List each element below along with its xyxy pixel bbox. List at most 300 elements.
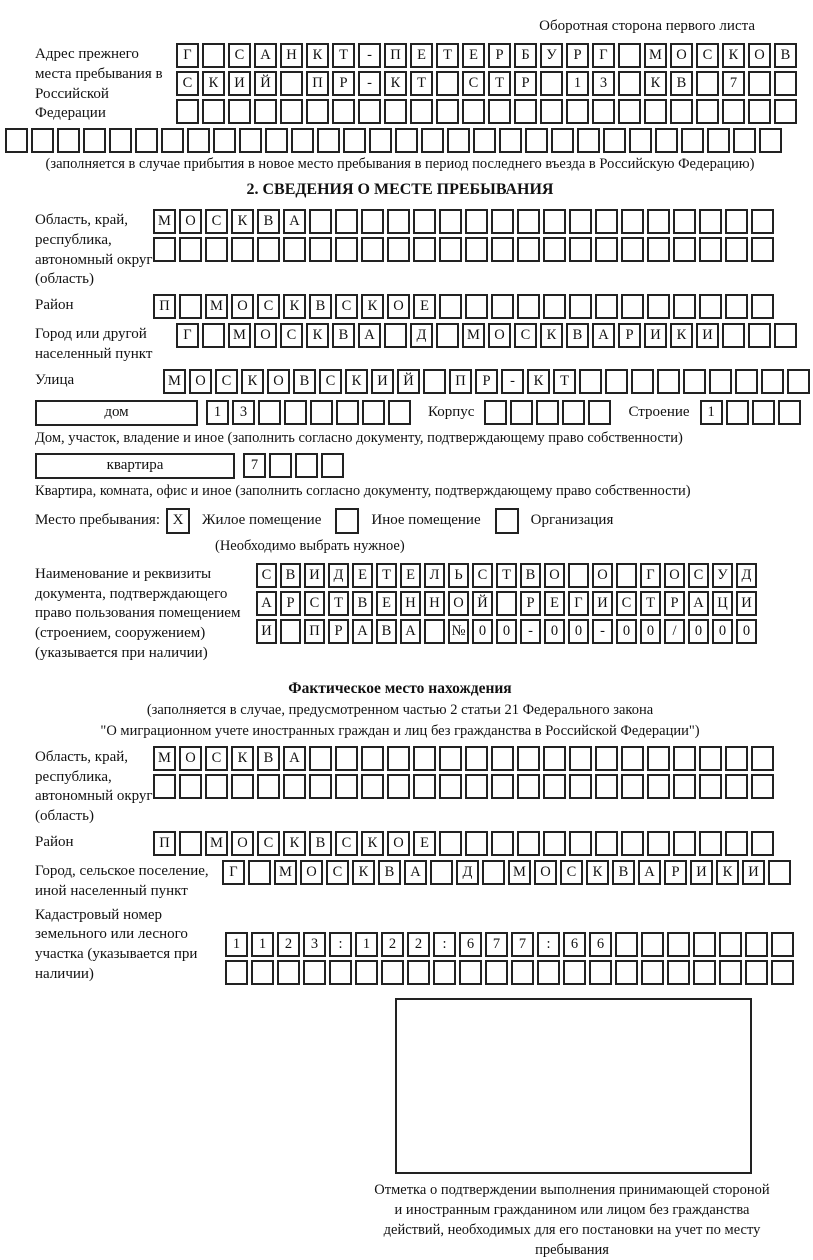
page-corner-note: Оборотная сторона первого листа — [539, 18, 755, 34]
char-box: А — [352, 619, 373, 644]
char-box — [439, 209, 462, 234]
char-box: 0 — [640, 619, 661, 644]
char-box — [284, 400, 307, 425]
char-box: К — [361, 294, 384, 319]
char-box — [595, 746, 618, 771]
char-box: О — [544, 563, 565, 588]
char-box: 6 — [459, 932, 482, 957]
char-box — [465, 209, 488, 234]
house-type-box: дом — [35, 400, 198, 426]
char-box — [511, 960, 534, 985]
char-box — [579, 369, 602, 394]
char-box: Т — [436, 43, 459, 68]
char-box: А — [688, 591, 709, 616]
char-box — [543, 831, 566, 856]
char-box: М — [462, 323, 485, 348]
char-box — [751, 774, 774, 799]
char-box: О — [300, 860, 323, 885]
char-box: 3 — [592, 71, 615, 96]
char-box — [83, 128, 106, 153]
char-box — [430, 860, 453, 885]
char-box — [355, 960, 378, 985]
char-box: 2 — [277, 932, 300, 957]
char-box: Р — [566, 43, 589, 68]
char-box — [465, 774, 488, 799]
char-box — [329, 960, 352, 985]
char-box — [202, 323, 225, 348]
char-box: А — [592, 323, 615, 348]
char-box — [407, 960, 430, 985]
char-box: Р — [488, 43, 511, 68]
char-box: 7 — [511, 932, 534, 957]
char-box — [436, 99, 459, 124]
char-box: Е — [462, 43, 485, 68]
char-box — [309, 746, 332, 771]
char-box: Е — [400, 563, 421, 588]
char-box — [577, 128, 600, 153]
char-box: О — [179, 209, 202, 234]
char-box: М — [274, 860, 297, 885]
char-box — [655, 128, 678, 153]
char-box: 1 — [206, 400, 229, 425]
char-box: К — [527, 369, 550, 394]
char-box: Р — [475, 369, 498, 394]
char-box — [751, 746, 774, 771]
char-box — [673, 746, 696, 771]
char-box: Т — [332, 43, 355, 68]
char-box — [699, 774, 722, 799]
char-box: К — [716, 860, 739, 885]
char-box — [667, 960, 690, 985]
char-box: С — [462, 71, 485, 96]
char-box: Г — [592, 43, 615, 68]
char-box — [465, 831, 488, 856]
stay-type-note: (Необходимо выбрать нужное) — [215, 537, 405, 554]
char-box — [179, 774, 202, 799]
actual-district-block — [35, 831, 800, 856]
char-box: И — [696, 323, 719, 348]
char-box: В — [378, 860, 401, 885]
char-box — [361, 746, 384, 771]
char-box — [774, 71, 797, 96]
house-number-cells — [206, 400, 414, 425]
char-box — [569, 209, 592, 234]
char-box — [673, 237, 696, 262]
char-box: : — [329, 932, 352, 957]
char-box: Е — [413, 831, 436, 856]
char-box — [306, 99, 329, 124]
char-box: Г — [176, 323, 199, 348]
char-box — [491, 831, 514, 856]
char-box — [231, 237, 254, 262]
char-box — [465, 237, 488, 262]
char-box: Н — [400, 591, 421, 616]
char-box — [774, 99, 797, 124]
char-box — [482, 860, 505, 885]
char-box: Д — [736, 563, 757, 588]
char-box — [751, 294, 774, 319]
char-box: Т — [488, 71, 511, 96]
char-box: К — [644, 71, 667, 96]
char-box: С — [688, 563, 709, 588]
char-box: С — [257, 294, 280, 319]
char-box — [254, 99, 277, 124]
char-box — [387, 746, 410, 771]
cadastre-block — [35, 906, 800, 988]
char-box — [595, 209, 618, 234]
char-box: 1 — [700, 400, 723, 425]
char-box: : — [537, 932, 560, 957]
char-box: Н — [424, 591, 445, 616]
char-box — [491, 237, 514, 262]
char-box — [759, 128, 782, 153]
region-label: Область, край, республика, автономный округ (область) — [35, 212, 153, 288]
char-box — [462, 99, 485, 124]
char-box: К — [361, 831, 384, 856]
char-box — [719, 960, 742, 985]
section2-title: 2. СВЕДЕНИЯ О МЕСТЕ ПРЕБЫВАНИЯ — [246, 181, 554, 198]
char-box — [616, 563, 637, 588]
char-box: Т — [640, 591, 661, 616]
char-box — [248, 860, 271, 885]
document-row-3 — [256, 619, 760, 644]
char-box — [491, 209, 514, 234]
prev-address-row-1 — [176, 43, 800, 68]
cadastre-label: Кадастровый номер земельного или лесного участка (указывается при наличии) — [35, 906, 198, 982]
char-box — [615, 932, 638, 957]
char-box — [569, 237, 592, 262]
char-box — [618, 99, 641, 124]
char-box: К — [283, 294, 306, 319]
char-box: С — [514, 323, 537, 348]
char-box — [647, 746, 670, 771]
char-box — [231, 774, 254, 799]
char-box: Р — [618, 323, 641, 348]
char-box — [202, 43, 225, 68]
char-box — [499, 128, 522, 153]
char-box — [644, 99, 667, 124]
char-box — [387, 209, 410, 234]
char-box — [187, 128, 210, 153]
char-box: О — [387, 831, 410, 856]
char-box: М — [508, 860, 531, 885]
char-box — [615, 960, 638, 985]
char-box: Р — [664, 860, 687, 885]
char-box — [257, 237, 280, 262]
char-box — [387, 774, 410, 799]
char-box — [361, 774, 384, 799]
char-box: 1 — [251, 932, 274, 957]
char-box — [413, 209, 436, 234]
char-box — [153, 237, 176, 262]
char-box: С — [616, 591, 637, 616]
char-box: М — [153, 746, 176, 771]
document-row-2 — [256, 591, 760, 616]
char-box — [536, 400, 559, 425]
char-box — [725, 746, 748, 771]
char-box: К — [670, 323, 693, 348]
char-box — [309, 237, 332, 262]
char-box — [551, 128, 574, 153]
prev-address-row-3 — [176, 99, 800, 124]
char-box: У — [712, 563, 733, 588]
char-box: Ь — [448, 563, 469, 588]
char-box — [543, 746, 566, 771]
char-box: Й — [397, 369, 420, 394]
char-box: В — [309, 831, 332, 856]
char-box — [395, 128, 418, 153]
char-box — [491, 294, 514, 319]
char-box — [439, 831, 462, 856]
char-box: М — [153, 209, 176, 234]
char-box: К — [241, 369, 264, 394]
char-box — [641, 960, 664, 985]
char-box: А — [283, 746, 306, 771]
char-box: А — [358, 323, 381, 348]
char-box: П — [449, 369, 472, 394]
actual-district-label: Район — [35, 833, 74, 850]
char-box — [771, 932, 794, 957]
char-box: Т — [328, 591, 349, 616]
organization-checkbox — [495, 508, 519, 534]
char-box: К — [283, 831, 306, 856]
char-box: 0 — [568, 619, 589, 644]
char-box: А — [400, 619, 421, 644]
char-box — [309, 209, 332, 234]
char-box: А — [254, 43, 277, 68]
char-box: В — [612, 860, 635, 885]
confirmation-stamp-box — [395, 998, 752, 1174]
char-box: А — [404, 860, 427, 885]
char-box: С — [560, 860, 583, 885]
char-box: 3 — [232, 400, 255, 425]
char-box — [621, 831, 644, 856]
char-box: - — [592, 619, 613, 644]
char-box: О — [267, 369, 290, 394]
district-row — [153, 294, 777, 319]
char-box: 0 — [688, 619, 709, 644]
char-box: К — [231, 746, 254, 771]
char-box: О — [592, 563, 613, 588]
char-box — [517, 831, 540, 856]
residential-checkbox: X — [166, 508, 190, 534]
char-box — [265, 128, 288, 153]
char-box — [543, 294, 566, 319]
char-box — [439, 237, 462, 262]
confirmation-caption: Отметка о подтверждении выполнения принимающей стороной и иностранным гражданином или лицом без гражданства действий, необходимых для его постановки на учет по месту пребывания — [374, 1181, 770, 1258]
char-box: : — [433, 932, 456, 957]
char-box: И — [690, 860, 713, 885]
char-box — [543, 209, 566, 234]
char-box: 0 — [712, 619, 733, 644]
char-box — [629, 128, 652, 153]
char-box — [239, 128, 262, 153]
char-box: И — [256, 619, 277, 644]
char-box — [748, 99, 771, 124]
char-box: № — [448, 619, 469, 644]
prev-address-label: Адрес прежнего места пребывания в Российской Федерации — [35, 46, 163, 122]
char-box: Н — [280, 43, 303, 68]
char-box: 6 — [563, 932, 586, 957]
char-box: С — [335, 831, 358, 856]
char-box — [384, 323, 407, 348]
char-box — [436, 71, 459, 96]
char-box — [699, 746, 722, 771]
char-box — [709, 369, 732, 394]
char-box: 1 — [566, 71, 589, 96]
char-box: О — [189, 369, 212, 394]
char-box: Г — [568, 591, 589, 616]
stay-type-row — [35, 508, 800, 534]
char-box — [225, 960, 248, 985]
char-box — [410, 99, 433, 124]
char-box — [751, 209, 774, 234]
char-box: Р — [520, 591, 541, 616]
char-box — [295, 453, 318, 478]
char-box: Т — [496, 563, 517, 588]
char-box — [109, 128, 132, 153]
char-box — [465, 294, 488, 319]
char-box: О — [231, 294, 254, 319]
street-label: Улица — [35, 371, 75, 388]
char-box — [589, 960, 612, 985]
street-row — [163, 369, 813, 394]
char-box — [459, 960, 482, 985]
char-box — [683, 369, 706, 394]
char-box — [433, 960, 456, 985]
char-box — [725, 294, 748, 319]
char-box: П — [384, 43, 407, 68]
char-box — [491, 774, 514, 799]
char-box: Д — [328, 563, 349, 588]
char-box — [543, 774, 566, 799]
char-box — [387, 237, 410, 262]
char-box — [569, 294, 592, 319]
char-box: К — [352, 860, 375, 885]
char-box — [517, 209, 540, 234]
char-box: И — [736, 591, 757, 616]
char-box: С — [257, 831, 280, 856]
cadastre-row-2 — [225, 960, 797, 985]
char-box: 2 — [407, 932, 430, 957]
actual-location-subtitle-1: (заполняется в случае, предусмотренном частью 2 статьи 21 Федерального закона — [146, 701, 654, 718]
char-box: П — [153, 831, 176, 856]
char-box: М — [228, 323, 251, 348]
char-box: Е — [544, 591, 565, 616]
char-box — [510, 400, 533, 425]
char-box — [291, 128, 314, 153]
char-box: И — [644, 323, 667, 348]
char-box — [413, 774, 436, 799]
char-box — [566, 99, 589, 124]
char-box — [673, 774, 696, 799]
char-box: А — [256, 591, 277, 616]
char-box — [439, 746, 462, 771]
char-box: О — [534, 860, 557, 885]
actual-region-rows — [153, 746, 777, 802]
char-box: Е — [410, 43, 433, 68]
char-box: Г — [222, 860, 245, 885]
apartment-cells — [243, 453, 347, 478]
char-box — [251, 960, 274, 985]
char-box — [413, 237, 436, 262]
char-box — [514, 99, 537, 124]
char-box: С — [176, 71, 199, 96]
char-box — [778, 400, 801, 425]
char-box: К — [722, 43, 745, 68]
char-box — [647, 831, 670, 856]
char-box — [771, 960, 794, 985]
char-box: Ц — [712, 591, 733, 616]
char-box — [751, 831, 774, 856]
char-box: М — [205, 831, 228, 856]
char-box — [517, 237, 540, 262]
house-row — [35, 400, 800, 426]
char-box — [693, 960, 716, 985]
char-box: - — [501, 369, 524, 394]
char-box — [595, 294, 618, 319]
char-box — [491, 746, 514, 771]
char-box — [310, 400, 333, 425]
city-row — [176, 323, 800, 348]
char-box: 2 — [381, 932, 404, 957]
char-box — [722, 323, 745, 348]
char-box — [335, 209, 358, 234]
char-box — [787, 369, 810, 394]
prev-address-block — [35, 43, 800, 127]
char-box: Е — [413, 294, 436, 319]
char-box: А — [638, 860, 661, 885]
city-label: Город или другой населенный пункт — [35, 326, 153, 362]
char-box — [179, 294, 202, 319]
prev-address-row-4 — [5, 128, 800, 153]
char-box — [745, 932, 768, 957]
char-box — [358, 99, 381, 124]
char-box — [413, 746, 436, 771]
char-box — [205, 774, 228, 799]
char-box — [517, 774, 540, 799]
char-box — [603, 128, 626, 153]
city-block — [35, 323, 800, 365]
char-box: В — [309, 294, 332, 319]
char-box — [423, 369, 446, 394]
char-box — [707, 128, 730, 153]
char-box: У — [540, 43, 563, 68]
char-box: М — [205, 294, 228, 319]
char-box — [153, 774, 176, 799]
char-box: К — [345, 369, 368, 394]
char-box: Г — [176, 43, 199, 68]
char-box: Р — [328, 619, 349, 644]
region-block — [35, 209, 800, 290]
char-box: 6 — [589, 932, 612, 957]
char-box — [569, 831, 592, 856]
char-box — [647, 209, 670, 234]
char-box: К — [306, 43, 329, 68]
char-box: С — [256, 563, 277, 588]
char-box — [421, 128, 444, 153]
char-box: 0 — [472, 619, 493, 644]
char-box — [647, 294, 670, 319]
char-box — [725, 831, 748, 856]
char-box — [673, 209, 696, 234]
char-box — [517, 746, 540, 771]
char-box — [540, 99, 563, 124]
char-box: О — [488, 323, 511, 348]
char-box — [725, 774, 748, 799]
char-box: / — [664, 619, 685, 644]
char-box: С — [319, 369, 342, 394]
